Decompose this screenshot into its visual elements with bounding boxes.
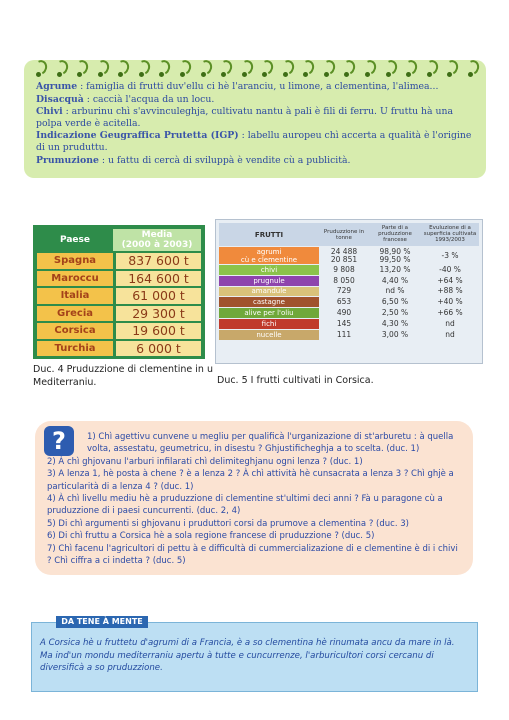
share-cell-line: 13,20 %	[379, 264, 411, 274]
country-cell: Corsica	[37, 323, 113, 339]
production-cell-line: 145	[336, 318, 352, 328]
glossary-definition: : labellu auropeu chì accerta a qualità è l'origine di un pruduttu.	[36, 130, 472, 153]
question-item: 1) Chì agettivu cunvene u megliu per qualificà l'urganizazione di st'arburetu : à quella volta, assestatu, geumetricu, in disestu ? Ghjustificheghja a to scelta. (duc. 1)	[87, 432, 454, 455]
share-cell	[369, 247, 421, 264]
fruit-cell-line: castagne	[252, 298, 285, 307]
questions-list	[47, 431, 461, 567]
column-header-country: Paese	[60, 235, 90, 245]
fruit-cell-line: cù e clementine	[240, 255, 298, 264]
evolution-cell	[421, 287, 479, 297]
evolution-cell-line: nd	[445, 329, 455, 339]
spiral-ring-icon	[402, 60, 416, 80]
column-header-average	[113, 229, 201, 251]
evolution-cell	[421, 265, 479, 275]
fruit-cell	[219, 308, 319, 318]
production-cell	[319, 297, 369, 307]
glossary-entry	[36, 81, 474, 93]
column-header-share: Parte di a pruduzzione francese	[378, 225, 412, 243]
value-cell: 61 000 t	[116, 288, 201, 304]
share-cell-line: 98,90 %	[379, 246, 411, 256]
share-cell-line: 4,40 %	[381, 275, 409, 285]
evolution-cell	[421, 308, 479, 318]
glossary-definition: : u fattu di cercà di sviluppà è vendite cù a publicità.	[98, 154, 351, 166]
remember-title: DA TENE À MENTE	[56, 616, 148, 628]
share-cell-line: 3,00 %	[381, 329, 409, 339]
share-cell-line: 4,30 %	[381, 318, 409, 328]
production-cell	[319, 319, 369, 329]
questions-box	[35, 421, 473, 575]
spiral-ring-icon	[114, 60, 128, 80]
fruit-cell	[219, 330, 319, 340]
clementine-production-table	[33, 225, 205, 359]
share-cell	[369, 319, 421, 329]
production-cell-line: 111	[336, 329, 352, 339]
question-item: 5) Di chì argumenti si ghjovanu i pruduttori corsi da prumove a clementina ? (duc. 3)	[47, 518, 409, 529]
glossary-list	[36, 81, 474, 166]
question-item: 3) A lenza 1, hè posta à chene ? è a lenza 2 ? À chì attività hè cunsacrata a lenza 3 ? Chì ghjè a particularità di a lenza 4 ? (duc. 1)	[47, 469, 454, 492]
value-cell: 19 600 t	[116, 323, 201, 339]
evolution-cell	[421, 247, 479, 264]
glossary-definition: : caccià l'acqua da un locu.	[83, 93, 215, 105]
evolution-cell-line: +64 %	[437, 275, 463, 285]
share-cell-line: 2,50 %	[381, 308, 409, 318]
spiral-ring-icon	[382, 60, 396, 80]
glossary-term: Chivi	[36, 106, 63, 118]
spiral-ring-icon	[423, 60, 437, 80]
fruit-cell	[219, 247, 319, 264]
evolution-cell-line: +40 %	[437, 297, 463, 307]
table-row	[219, 330, 479, 340]
caption-duc4: Duc. 4 Pruduzzione di clementine in u Mediterraniu.	[33, 364, 213, 388]
share-cell	[369, 297, 421, 307]
spiral-ring-icon	[135, 60, 149, 80]
spiral-ring-icon	[320, 60, 334, 80]
production-cell-line: 9 808	[333, 264, 355, 274]
fruit-cell-line: alive per l'oliu	[244, 309, 294, 318]
share-cell	[369, 287, 421, 297]
share-cell	[369, 308, 421, 318]
glossary-entry	[36, 155, 474, 167]
evolution-cell	[421, 297, 479, 307]
glossary-entry	[36, 94, 474, 106]
table-row	[37, 341, 201, 357]
production-cell-line: 729	[336, 286, 352, 296]
spiral-ring-icon	[73, 60, 87, 80]
fruit-cell	[219, 265, 319, 275]
spiral-ring-icon	[32, 60, 46, 80]
table-row	[219, 265, 479, 275]
spiral-ring-icon	[464, 60, 478, 80]
question-item: 4) À chì livellu mediu hè a pruduzzione di clementine st'ultimi deci anni ? Fà u paragone cù a pruduzzione di i paesi cuncurrenti. (duc. 2, 4)	[47, 494, 443, 517]
spiral-ring-icon	[217, 60, 231, 80]
country-cell: Spagna	[37, 253, 113, 269]
corsica-fruits-table	[215, 219, 483, 364]
country-cell: Grecia	[37, 306, 113, 322]
remember-text: A Corsica hè u fruttetu d'agrumi di a Francia, è a so clementina hè rinumata ancu da mare in là. Ma ind'un mondu mediterraniu apertu à tutte e cuncurrenze, l'arburicultori corsi cercanu di diversificà a so pruduzzione.	[40, 638, 455, 674]
production-cell	[319, 247, 369, 264]
evolution-cell-line: -3 %	[441, 250, 459, 260]
caption-duc5: Duc. 5 I frutti cultivati in Corsica.	[217, 375, 374, 386]
column-header-fruits: FRUTTI	[254, 231, 284, 239]
share-cell-line: 99,50 %	[379, 254, 411, 264]
production-cell-line: 8 050	[333, 275, 355, 285]
spiral-ring-icon	[94, 60, 108, 80]
table-header	[219, 223, 479, 246]
column-header-evolution: Evuluzione di a superficia cultivata 1993/2003	[423, 225, 477, 243]
value-cell: 29 300 t	[116, 306, 201, 322]
share-cell-line: 6,50 %	[381, 297, 409, 307]
fruit-cell-line: amandule	[251, 287, 287, 296]
fruit-cell	[219, 287, 319, 297]
fruit-cell	[219, 276, 319, 286]
glossary-definition: : arburinu chì s'avvinculeghja, cultivatu nantu à pali è fili di ferru. U fruttu hà una polpa verde è acitella.	[36, 106, 454, 129]
table-row	[219, 297, 479, 307]
table-row	[37, 253, 201, 269]
country-cell: Italia	[37, 288, 113, 304]
share-cell-line: nd %	[385, 286, 405, 296]
spiral-ring-icon	[197, 60, 211, 80]
share-cell	[369, 265, 421, 275]
evolution-cell-line: +66 %	[437, 308, 463, 318]
table-row	[37, 306, 201, 322]
header-line: (2000 à 2003)	[121, 240, 193, 250]
share-cell	[369, 330, 421, 340]
spiral-ring-icon	[53, 60, 67, 80]
evolution-cell	[421, 330, 479, 340]
question-item: 7) Chì facenu l'agricultori di pettu à e difficultà di cummercializazione di e clementine è di i chivi ? Chì ciffra a ci indetta ? (duc. 5)	[47, 543, 458, 567]
table-row	[37, 323, 201, 339]
notebook-spiral	[24, 60, 486, 80]
country-cell: Maroccu	[37, 271, 113, 287]
spiral-ring-icon	[361, 60, 375, 80]
evolution-cell	[421, 319, 479, 329]
spiral-ring-icon	[258, 60, 272, 80]
production-cell	[319, 308, 369, 318]
fruit-cell	[219, 297, 319, 307]
spiral-ring-icon	[340, 60, 354, 80]
table-body	[37, 253, 201, 356]
production-cell	[319, 276, 369, 286]
evolution-cell-line: nd	[445, 318, 455, 328]
production-cell-line: 20 851	[330, 254, 358, 264]
glossary-definition: : famiglia di frutti duv'ellu ci hè l'aranciu, u limone, a clementina, l'alimea...	[77, 81, 439, 92]
table-row	[219, 247, 479, 264]
evolution-cell-line: +88 %	[437, 286, 463, 296]
fruit-cell	[219, 319, 319, 329]
country-cell: Turchia	[37, 341, 113, 357]
spiral-ring-icon	[299, 60, 313, 80]
fruit-cell-line: chivi	[260, 265, 278, 274]
table-row	[37, 271, 201, 287]
question-item: 6) Di chì fruttu a Corsica hè a sola regione francese di pruduzzione ? (duc. 5)	[47, 531, 375, 542]
glossary-entry	[36, 106, 474, 129]
table-row	[219, 308, 479, 318]
evolution-cell-line: -40 %	[439, 264, 461, 274]
glossary-entry	[36, 130, 474, 153]
fruit-cell-line: nucelle	[256, 330, 282, 339]
production-cell-line: 490	[336, 308, 352, 318]
glossary-term: Agrume	[36, 81, 78, 92]
fruit-cell-line: fichi	[261, 319, 277, 328]
value-cell: 164 600 t	[116, 271, 201, 287]
value-cell: 837 600 t	[116, 253, 201, 269]
production-cell	[319, 265, 369, 275]
header-line: Media	[141, 230, 173, 240]
production-cell	[319, 330, 369, 340]
spiral-ring-icon	[279, 60, 293, 80]
fruit-cell-line: agrumi	[256, 247, 282, 256]
question-item: 2) À chì ghjovanu l'arburi infilarati chì delimiteghjanu ogni lenza ? (duc. 1)	[47, 456, 363, 467]
production-cell-line: 653	[336, 297, 352, 307]
fruit-cell-line: prugnule	[253, 276, 285, 285]
value-cell: 6 000 t	[116, 341, 201, 357]
glossary-term: Disacquà	[36, 93, 84, 105]
table-body	[219, 247, 479, 340]
production-cell	[319, 287, 369, 297]
glossary-term: Indicazione Geugraffica Prutetta (IGP)	[36, 130, 239, 142]
column-header-production: Pruduzzione in tonne	[323, 229, 365, 241]
evolution-cell	[421, 276, 479, 286]
spiral-ring-icon	[443, 60, 457, 80]
table-header	[37, 229, 201, 251]
share-cell	[369, 276, 421, 286]
spiral-ring-icon	[155, 60, 169, 80]
table-row	[219, 319, 479, 329]
remember-box	[31, 622, 478, 692]
spiral-ring-icon	[176, 60, 190, 80]
table-row	[219, 287, 479, 297]
spiral-ring-icon	[238, 60, 252, 80]
glossary-term: Prumuzione	[36, 154, 99, 166]
question-mark-icon: ?	[44, 426, 74, 456]
table-row	[37, 288, 201, 304]
production-cell-line: 24 488	[330, 246, 358, 256]
table-row	[219, 276, 479, 286]
